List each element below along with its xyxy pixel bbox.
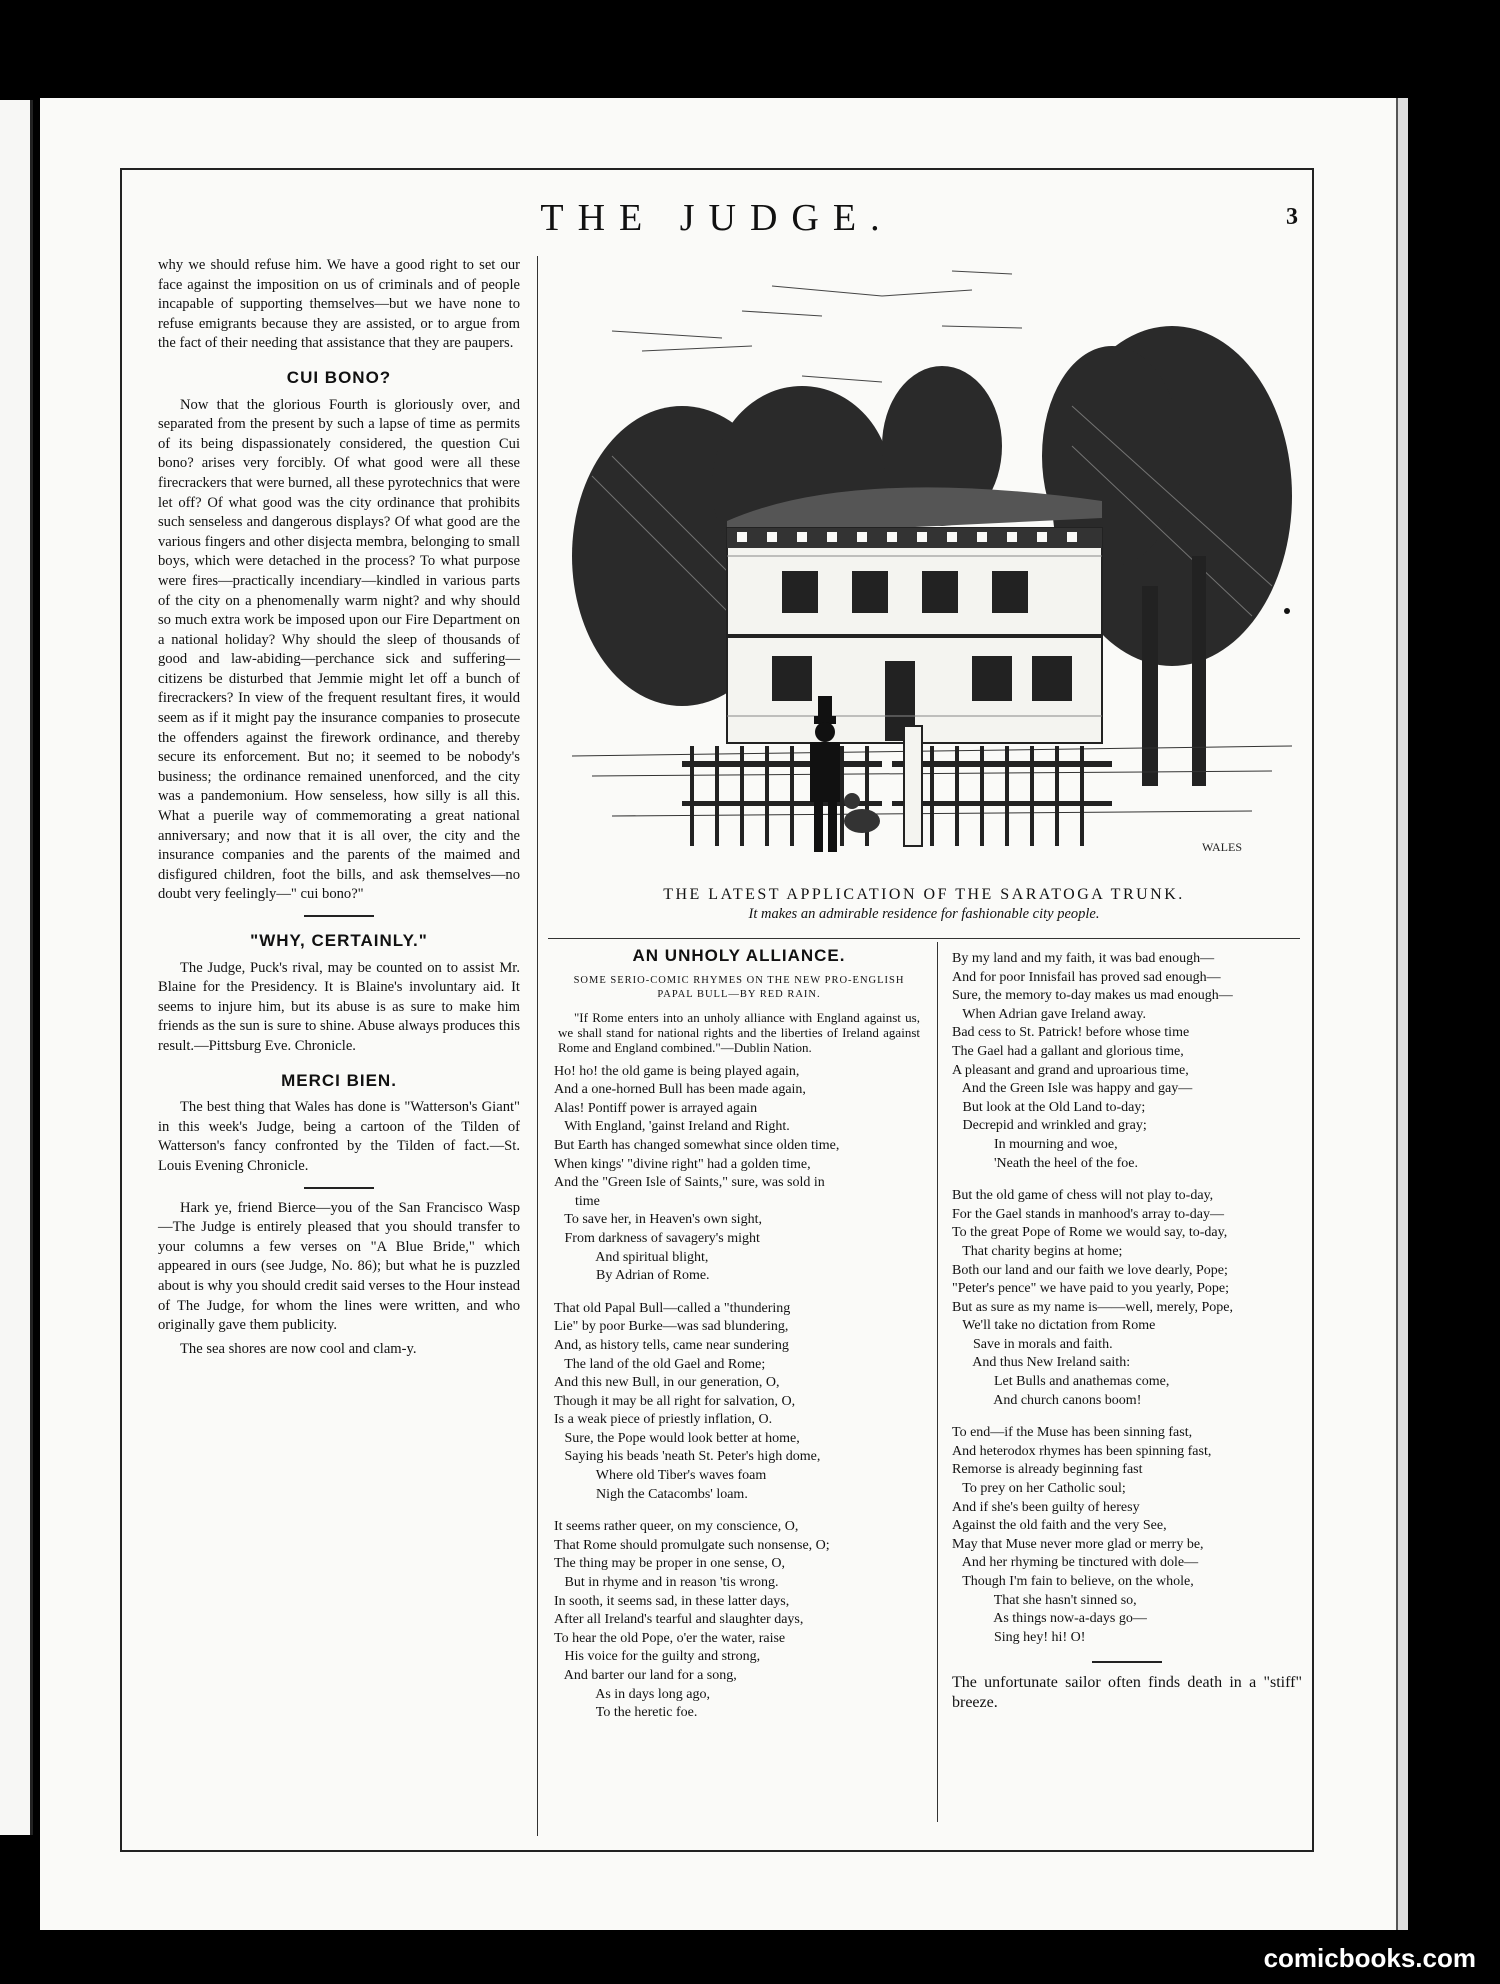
divider: [304, 915, 374, 917]
poem-stanza: It seems rather queer, on my conscience, O, That Rome should promulgate such nonsense, O; The thing may be proper in one sense, O, But in rhyme and in reason 'tis wrong. In sooth, it seems sad, in these latter days, After all Ireland's tearful and slaughter days, To hear the old Pope, o'er the water, raise His voice for the guilty and strong, And barter our land for a song, As in days long ago, To the heretic foe.: [554, 1519, 830, 1721]
closing-quip: The unfortunate sailor often finds death in a "stiff" breeze.: [952, 1674, 1302, 1712]
caption-subtitle: It makes an admirable residence for fashionable city people.: [748, 906, 1100, 922]
column-rule: [537, 256, 538, 1836]
column-right: [952, 950, 1302, 1717]
masthead: THE JUDGE.: [540, 197, 894, 239]
poem-column-rule: [937, 942, 938, 1822]
column-left: [158, 256, 520, 1363]
caption-title: THE LATEST APPLICATION OF THE SARATOGA TRUNK.: [663, 886, 1185, 903]
poem-stanza: By my land and my faith, it was bad enough— And for poor Innisfail has proved sad enough— Sure, the memory to-day makes us mad enough— When Adrian gave Ireland away. Bad cess to St. Patrick! before whose time The Gael had a gallant and glorious time, A pleasant and grand and uproarious time, And the Green Isle was happy and gay— But look at the Old Land to-day; Decrepid and wrinkled and gray; In mourning and woe, 'Neath the heel of the foe.: [952, 951, 1233, 1171]
hark-ye-text: Hark ye, friend Bierce—you of the San Francisco Wasp—The Judge is entirely pleased that you should transfer to your columns a few verses on "A Blue Bride," which appeared in ours (see Judge, No. 86); but what he is puzzled about is why you should credit said verses to the Hour instead of The Judge, for whom the lines were written, and who originally gave them publicity.: [158, 1199, 520, 1334]
why-certainly-text: The Judge, Puck's rival, may be counted on to assist Mr. Blaine for the Presidency. It is Blaine's involuntary aid. It seems to injure him, but its abuse is as sure to make him friends as the sun is sure to shine. Abuse always produces this result.—Pittsburg Eve. Chronicle.: [158, 959, 520, 1054]
poem-subheading: SOME SERIO-COMIC RHYMES ON THE NEW PRO-ENGLISH PAPAL BULL—BY RED RAIN.: [573, 974, 905, 1000]
page-frame: [120, 168, 1314, 1852]
engraving-image: [552, 256, 1296, 876]
artist-signature: WALES: [1202, 840, 1242, 854]
watermark: comicbooks.com: [1263, 1943, 1476, 1973]
poem-stanza: But the old game of chess will not play to-day, For the Gael stands in manhood's array to-day— To the great Pope of Rome we would say, to-day, That charity begins at home; Both our land and our faith we love dearly, Pope; "Peter's pence" we have paid to you yearly, Pope; But as sure as my name is——well, merely, Pope, We'll take no dictation from Rome Save in morals and faith. And thus New Ireland saith: Let Bulls and anathemas come, And church canons boom!: [952, 1188, 1233, 1408]
newspaper-page: [40, 98, 1402, 1930]
sea-shores-text: The sea shores are now cool and clam-y.: [180, 1340, 417, 1357]
divider: [1092, 1661, 1162, 1663]
adjacent-page-edge: [0, 100, 33, 1835]
poem-epigraph: "If Rome enters into an unholy alliance with England against us, we shall stand for national rights and the liberties of Ireland against Rome and England combined."—Dublin Nation.: [558, 1009, 920, 1055]
column-middle: [554, 946, 924, 1737]
merci-bien-text: The best thing that Wales has done is "Watterson's Giant" in this week's Judge, being a cartoon of the Tilden of Watterson's fancy confronted by the Tilden of fact.—St. Louis Evening Chronicle.: [158, 1099, 520, 1174]
heading-cui-bono: CUI BONO?: [286, 367, 392, 387]
cui-bono-text: Now that the glorious Fourth is gloriously over, and separated from the present by such a lapse of time as permits of its being dispassionately considered, the question Cui bono? arises very forcibly. Of what good were all these firecrackers that were burned, all these pyrotechnics that were let off? Of what good was the city ordinance that prohibits such senseless and dangerous displays? Of what good are the various fingers and other disjecta membra, belonging to small boys, which were detached in the process? To what purpose were fires—practically incendiary—kindled in various parts of the city on a phenomenally warm night? and why should so much extra work be imposed upon our Fire Department on a national holiday? Why should the sleep of thousands of good and law-abiding—perchance sick and suffering—citizens be disturbed that Jemmie might let off a bunch of firecrackers? In view of the frequent resultant fires, it would seem as if it might pay the insurance companies to prosecute the offenders against the firework ordinance, and thereby secure its enforcement. But no; it seemed to be nobody's business; the ordinance remained unenforced, and the city was a pandemonium. How senseless, how silly is all this. What a puerile way of commemorating a great national anniversary; and now that it is all over, the city and the insurance companies and the parents of the maimed and disfigured children, foot the bills, and ask themselves—no doubt very feelingly—" cui bono?": [158, 396, 520, 903]
heading-why-certainly: "WHY, CERTAINLY.": [250, 931, 428, 950]
heading-unholy-alliance: AN UNHOLY ALLIANCE.: [632, 946, 846, 965]
heading-merci-bien: MERCI BIEN.: [281, 1070, 397, 1090]
page-number: 3: [1286, 204, 1298, 230]
page-edge: [1396, 98, 1408, 1930]
poem-stanza: That old Papal Bull—called a "thundering Lie" by poor Burke—was sad blundering, And, as history tells, came near sundering The land of the old Gael and Rome; And this new Bull, in our generation, O, Though it may be all right for salvation, O, Is a weak piece of priestly inflation, O. Sure, the Pope would look better at home, Saying his beads 'neath St. Peter's high dome, Where old Tiber's waves foam Nigh the Catacombs' loam.: [554, 1300, 821, 1502]
print-speck: [1284, 608, 1290, 614]
divider: [304, 1187, 374, 1189]
poem-stanza: To end—if the Muse has been sinning fast, And heterodox rhymes has been spinning fast, Remorse is already beginning fast To prey on her Catholic soul; And if she's been guilty of heresy Against the old faith and the very See, May that Muse never more glad or merry be, And her rhyming be tinctured with dole— Though I'm fain to believe, on the whole, That she hasn't sinned so, As things now-a-days go— Sing hey! hi! O!: [952, 1425, 1212, 1645]
illustration-caption: [552, 886, 1296, 923]
caption-rule: [548, 938, 1300, 939]
illustration-saratoga-trunk-house: [552, 256, 1296, 876]
opening-paragraph: why we should refuse him. We have a good right to set our face against the imposition on us of criminals and of people incapable of supporting themselves—but we have none to refuse emigrants because they are assisted, or to argue from the fact of their needing that assistance that they are paupers.: [158, 257, 520, 352]
poem-stanza: Ho! ho! the old game is being played again, And a one-horned Bull has been made again, Alas! Pontiff power is arrayed again With England, 'gainst Ireland and Right. But Earth has changed somewhat since olden time, When kings' "divine right" had a golden time, And the "Green Isle of Saints," sure, was sold in time To save her, in Heaven's own sight, From darkness of savagery's might And spiritual blight, By Adrian of Rome.: [554, 1063, 840, 1284]
